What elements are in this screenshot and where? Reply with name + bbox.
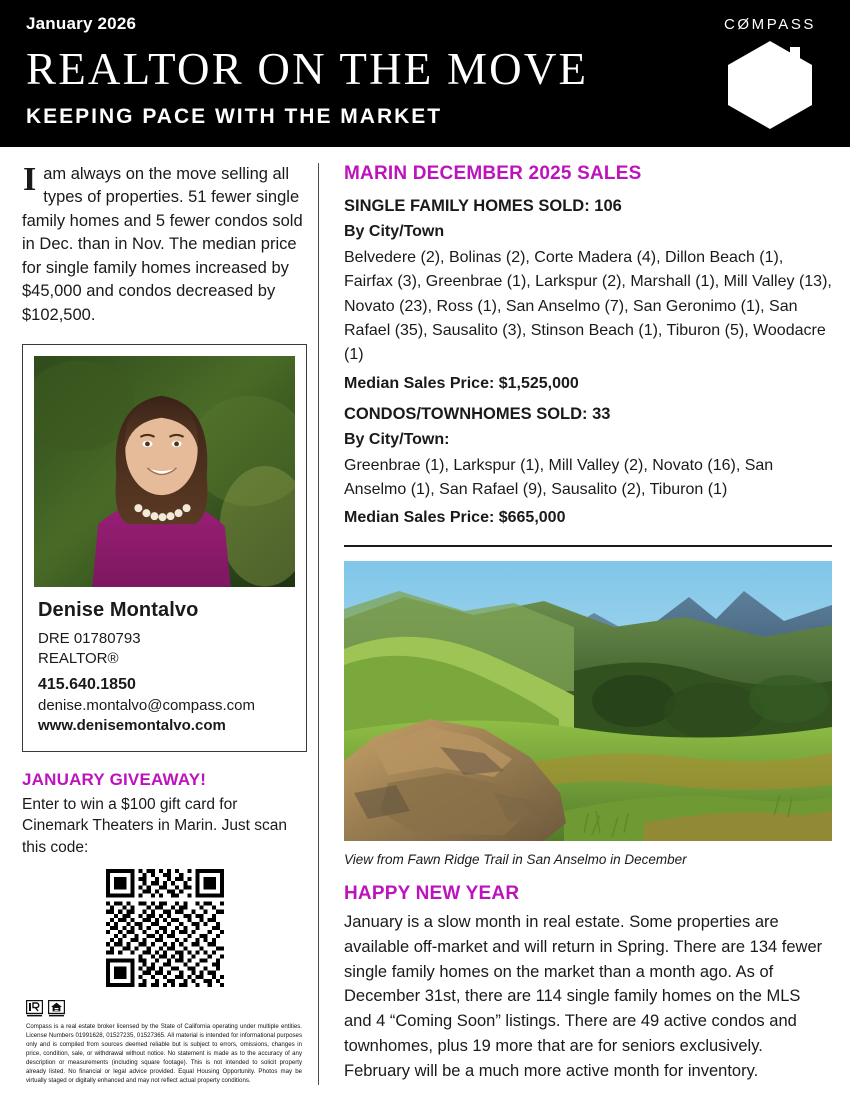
masthead [0,0,850,147]
sfh-city-list: Belvedere (2), Bolinas (2), Corte Madera (4), Dillon Beach (1), Fairfax (3), Greenbrae (1), Larkspur (2), Marshall (1), Mill Valley (13), Novato (23), Ross (1), San Anselmo (7), San Geronimo (1), San Rafael (35), Sausalito (3), Stinson Beach (1), Tiburon (5), Woodacre (1) [344,249,832,364]
sfh-bycity-label: By City/Town [344,223,445,240]
legal-logos [26,1000,307,1017]
agent-email[interactable]: denise.montalvo@compass.com [38,697,255,715]
qr-code-icon[interactable] [101,869,229,987]
section-divider [344,545,832,547]
compass-house-icon [710,39,830,136]
agent-website[interactable]: www.denisemontalvo.com [38,717,226,735]
agent-portrait [34,356,295,587]
left-column [22,163,307,1085]
page-subtitle: KEEPING PACE WITH THE MARKET [26,105,443,129]
agent-card [22,344,307,752]
page-title: REALTOR ON THE MOVE [26,44,589,94]
newsletter-body [0,147,850,1100]
sales-section-title: MARIN DECEMBER 2025 SALES [344,163,642,184]
intro-paragraph [22,163,307,327]
compass-wordmark: CØMPASS [723,16,817,33]
agent-designation: REALTOR® [38,650,119,668]
photo-caption: View from Fawn Ridge Trail in San Anselmo in December [344,852,687,868]
scenic-photo [344,561,832,841]
news-body-text: January is a slow month in real estate. Some properties are available off-market and will return in Spring. There are 134 fewer single family homes on the market than a month ago. As of December 31st, there are 114 single family homes on the MLS and 4 “Coming Soon” listings. There are 49 active condos and townhomes, plus 19 more that are for seniors exclusively. February will be a much more active month for inventory. [344,913,823,1080]
column-divider [318,163,319,1085]
agent-dre: DRE 01780793 [38,629,141,647]
intro-dropcap: I [23,161,37,198]
compass-logo [710,16,830,136]
sfh-sold-heading: SINGLE FAMILY HOMES SOLD: 106 [344,197,622,215]
legal-disclaimer: Compass is a real estate broker licensed by the State of California operating under multiple entities. License Numbers 01991628, 01527235, 01527365. All material is intended for informational purposes only and is compiled from sources deemed reliable but is subject to errors, omissions, changes in price, condition, sale, or withdrawal without notice. No statement is made as to the accuracy of any description or measurements (including square footage). This is not intended to solicit property already listed. No financial or legal advice provided. Equal Housing Opportunity. Photos may be virtually staged or digitally enhanced and may not reflect actual property conditions. [26,1022,302,1084]
sfh-median-price: Median Sales Price: $1,525,000 [344,374,579,392]
issue-date: January 2026 [26,14,137,33]
realtor-logo-icon [26,1000,43,1017]
equal-housing-icon [48,1000,65,1017]
right-column [344,163,832,1083]
agent-phone[interactable]: 415.640.1850 [38,676,136,694]
agent-name: Denise Montalvo [38,598,199,621]
giveaway-title: JANUARY GIVEAWAY! [22,769,207,789]
qr-code-wrapper [22,869,307,992]
condo-bycity-label: By City/Town: [344,430,450,448]
condo-median-price: Median Sales Price: $665,000 [344,509,566,527]
condo-sold-heading: CONDOS/TOWNHOMES SOLD: 33 [344,404,611,423]
news-section-title: HAPPY NEW YEAR [344,883,520,905]
giveaway-text: Enter to win a $100 gift card for Cinemark Theaters in Marin. Just scan this code: [22,795,288,856]
intro-text: am always on the move selling all types of properties. 51 fewer single family homes and 5 fewer condos sold in Dec. than in Nov. The median price for single family homes increased by $45,000 and condos decreased by $102,500. [22,165,303,324]
condo-city-list: Greenbrae (1), Larkspur (1), Mill Valley (2), Novato (16), San Anselmo (1), San Rafael (9), Sausalito (2), Tiburon (1) [344,456,774,498]
